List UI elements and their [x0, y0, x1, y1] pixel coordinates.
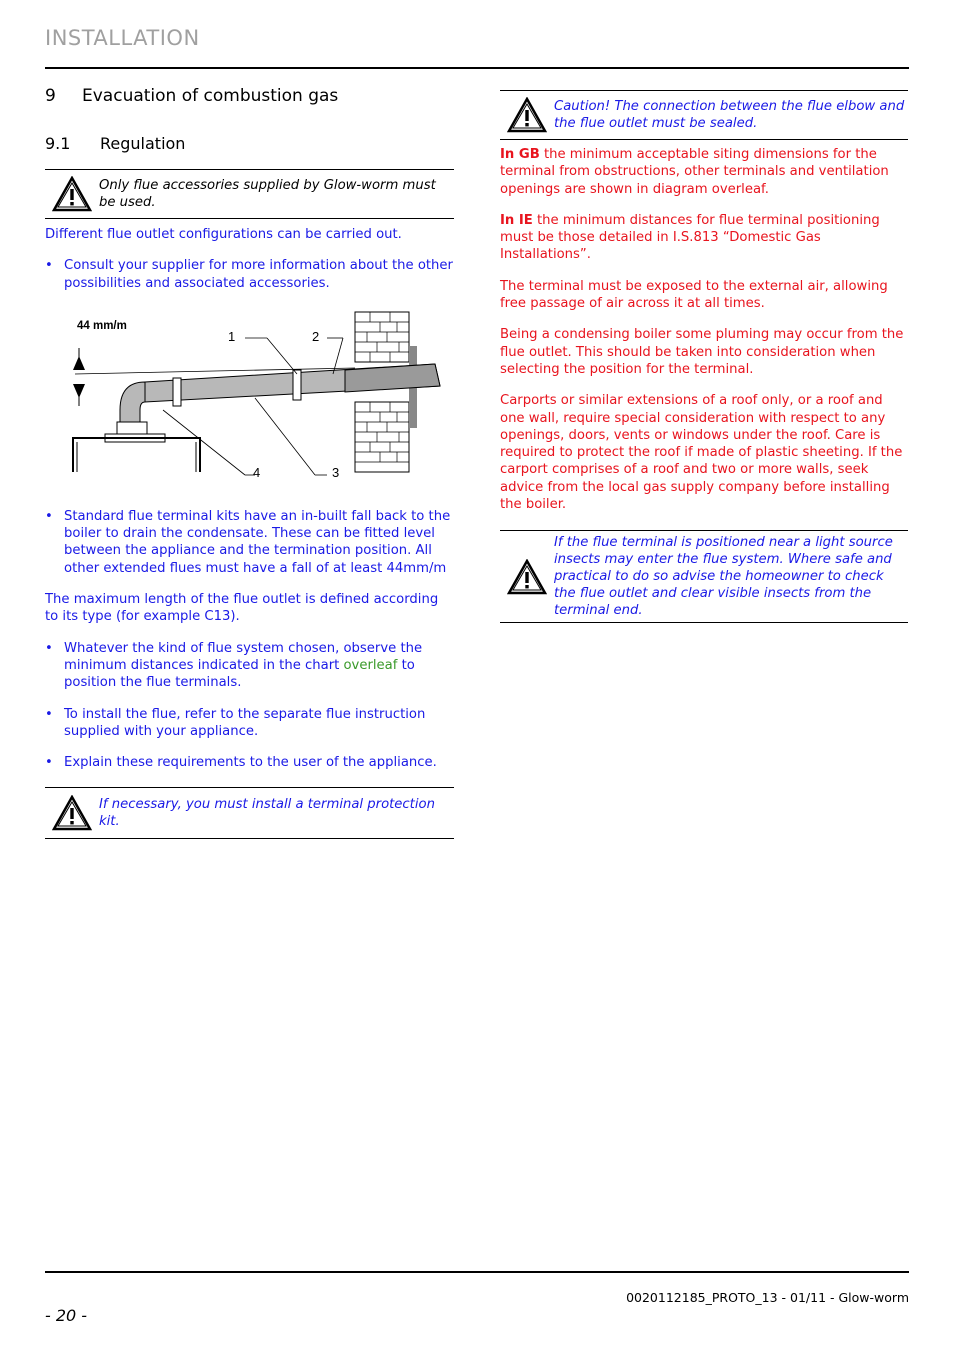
gb-text: the minimum acceptable siting dimensions for the terminal from obstructions, other terminals and ventilation openings are shown in diagram overleaf. [500, 147, 889, 197]
flue-diagram [45, 310, 454, 490]
warning-triangle-icon [45, 176, 99, 212]
list-item-text: Standard flue terminal kits have an in-built fall back to the boiler to drain the condensate. These can be fitted level between the appliance and the termination position. All other extended flues must have a fall of at least 44mm/m [64, 508, 451, 576]
diagram-callout-label: 1 [228, 328, 236, 344]
warning-text: Only flue accessories supplied by Glow-worm must be used. [99, 178, 436, 210]
subsection-title: Regulation [100, 134, 186, 153]
footer-divider [45, 1271, 909, 1273]
paragraph-condensing: Being a condensing boiler some pluming may occur from the flue outlet. This should be taken into consideration when selecting the position for the terminal. [500, 327, 904, 377]
diagram-slope-label: 44 mm/m [77, 319, 127, 332]
overleaf-link[interactable]: overleaf [343, 657, 398, 673]
right-column [500, 90, 908, 623]
bullet-dot: • [45, 755, 53, 771]
header-divider [45, 67, 909, 69]
warning-triangle-icon [45, 795, 99, 831]
paragraph-max-length: The maximum length of the flue outlet is defined according to its type (for example C13). [45, 592, 439, 625]
paragraph-gb [500, 146, 908, 198]
ie-text: the minimum distances for flue terminal positioning must be those detailed in I.S.813 “Domestic Gas Installations”. [500, 212, 880, 263]
warning-box-protection-kit [45, 787, 454, 839]
bullet-dot: • [45, 258, 53, 274]
list-item [45, 754, 454, 771]
warning-text: If necessary, you must install a terminal protection kit. [99, 797, 435, 830]
left-column [45, 86, 454, 839]
ie-label: In IE [500, 212, 533, 228]
list-item-text [64, 640, 454, 692]
warning-box-seal [500, 90, 908, 140]
warning-triangle-icon [500, 559, 554, 595]
diagram-callout-label: 2 [312, 328, 320, 344]
list-item [45, 640, 454, 692]
warning-box-insects [500, 530, 908, 623]
list-item-text-part: Whatever the kind of flue system chosen, observe the minimum distances indicated in the chart [64, 640, 423, 673]
subsection-heading [45, 134, 454, 153]
list-item-text-part: to position the flue terminals. [64, 657, 415, 691]
page-header-title: INSTALLATION [45, 26, 200, 50]
gb-label: In GB [500, 147, 540, 162]
section-title: Evacuation of combustion gas [82, 86, 339, 106]
list-item [45, 706, 454, 741]
diagram-callout-label: 3 [332, 464, 340, 480]
page-number: - 20 - [45, 1306, 88, 1325]
list-item [45, 508, 454, 577]
paragraph-carports: Carports or similar extensions of a roof only, or a roof and one wall, require special consideration with respect to any openings, doors, vents or windows under the roof. Care is required to protect the roof if made of plastic sheeting. If the carport comprises of a roof and two or more walls, seek advice from the local gas supply company before installing the boiler. [500, 393, 903, 513]
paragraph-configurations: Different flue outlet configurations can be carried out. [45, 227, 402, 242]
list-item-text: To install the flue, refer to the separate flue instruction supplied with your appliance. [64, 706, 426, 739]
section-number: 9 [45, 86, 56, 106]
diagram-callout-label: 4 [253, 464, 261, 480]
subsection-number: 9.1 [45, 134, 71, 153]
warning-box-accessories [45, 169, 454, 219]
warning-text: If the flue terminal is positioned near a light source insects may enter the flue system. Where safe and practical to do so advise the homeowner to check the flue outlet and clear visible insects from the terminal end. [554, 535, 893, 619]
list-item-text: Explain these requirements to the user of the appliance. [64, 755, 437, 771]
warning-text: Caution! The connection between the flue elbow and the flue outlet must be sealed. [554, 99, 905, 131]
paragraph-exposed: The terminal must be exposed to the external air, allowing free passage of air across it at all times. [500, 278, 888, 312]
section-heading [45, 86, 454, 106]
document-reference: 0020112185_PROTO_13 - 01/11 - Glow-worm [626, 1290, 909, 1305]
list-item [45, 257, 454, 292]
list-item-text: Consult your supplier for more information about the other possibilities and associated accessories. [64, 258, 453, 291]
bullet-dot: • [45, 706, 53, 722]
bullet-dot: • [45, 640, 53, 656]
warning-triangle-icon [500, 97, 554, 133]
paragraph-ie [500, 212, 908, 264]
bullet-dot: • [45, 508, 53, 524]
